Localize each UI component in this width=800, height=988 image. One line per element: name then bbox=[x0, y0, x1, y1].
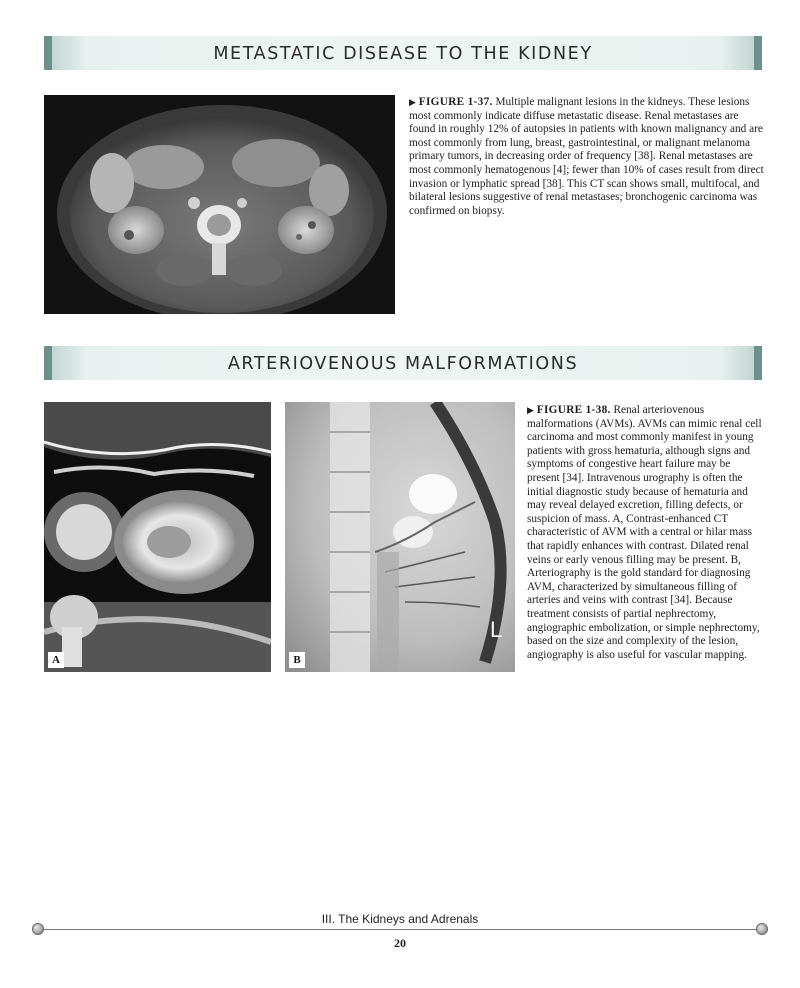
figure-1-38-caption bbox=[527, 404, 763, 662]
caption-text: Multiple malignant lesions in the kidneys. These lesions most commonly indicate diffuse metastatic disease. Renal metastases are found in roughly 12% of autopsies in patients with known malignancy and are most commonly from lung, breast, gastrointestinal, or malignant melanoma primary tumors, in decreasing order of frequency [38]. Renal metastases are most commonly hematogenous [4]; fewer than 10% of cases result from direct invasion or lymphatic spread [38]. This CT scan shows small, multifocal, and bilateral lesions suggestive of renal metastases; bronchogenic carcinoma was confirmed on biopsy. bbox=[409, 96, 764, 217]
arteriogram-illustration bbox=[285, 402, 515, 672]
footer-right-ornament-icon bbox=[756, 923, 768, 935]
footer-rule bbox=[38, 929, 760, 930]
caption-arrow-icon: ▶ bbox=[409, 97, 416, 107]
banner-cap-right bbox=[754, 346, 762, 380]
figure-1-37-caption bbox=[409, 96, 764, 218]
ct-scan-illustration bbox=[44, 95, 395, 314]
arteriogram-side-marker: L bbox=[490, 617, 503, 642]
banner-cap-right bbox=[754, 36, 762, 70]
figure-label: FIGURE 1-38. bbox=[536, 404, 611, 416]
ct-avm-illustration bbox=[44, 402, 271, 672]
section-banner-metastatic bbox=[44, 36, 762, 70]
section-title: ARTERIOVENOUS MALFORMATIONS bbox=[227, 354, 579, 374]
figure-1-37-ct-image bbox=[44, 95, 395, 314]
figure-label: FIGURE 1-37. bbox=[418, 96, 493, 108]
section-banner-avm bbox=[44, 346, 762, 380]
section-title: METASTATIC DISEASE TO THE KIDNEY bbox=[213, 44, 593, 64]
panel-label-b: B bbox=[289, 652, 305, 668]
caption-arrow-icon: ▶ bbox=[527, 405, 534, 415]
footer-section-title: III. The Kidneys and Adrenals bbox=[321, 912, 479, 926]
page-number: 20 bbox=[394, 936, 406, 950]
footer-left-ornament-icon bbox=[32, 923, 44, 935]
figure-1-38b-arteriogram bbox=[285, 402, 515, 672]
panel-label-a: A bbox=[48, 652, 64, 668]
caption-text: Renal arteriovenous malformations (AVMs). AVMs can mimic renal cell carcinoma and most commonly manifest in young patients with gross hematuria, although signs and symptoms of congestive heart failure may be present [34]. Intravenous urography is often the initial diagnostic study because of hematuria and may reveal delayed excretion, filling defects, or suspicion of mass. A, Contrast-enhanced CT characteristic of AVM with a central or hilar mass that rapidly enhances with contrast. Dilated renal veins or early venous filling may be present. B, Arteriography is the gold standard for diagnosing AVM, characterized by simultaneous filling of arteries and veins with contrast [34]. Because treatment consists of partial nephrectomy, angiographic embolization, or simple nephrectomy, based on the size and complexity of the lesion, angiography is also useful for vascular mapping. bbox=[527, 404, 762, 661]
figure-1-38a-ct-image bbox=[44, 402, 271, 672]
